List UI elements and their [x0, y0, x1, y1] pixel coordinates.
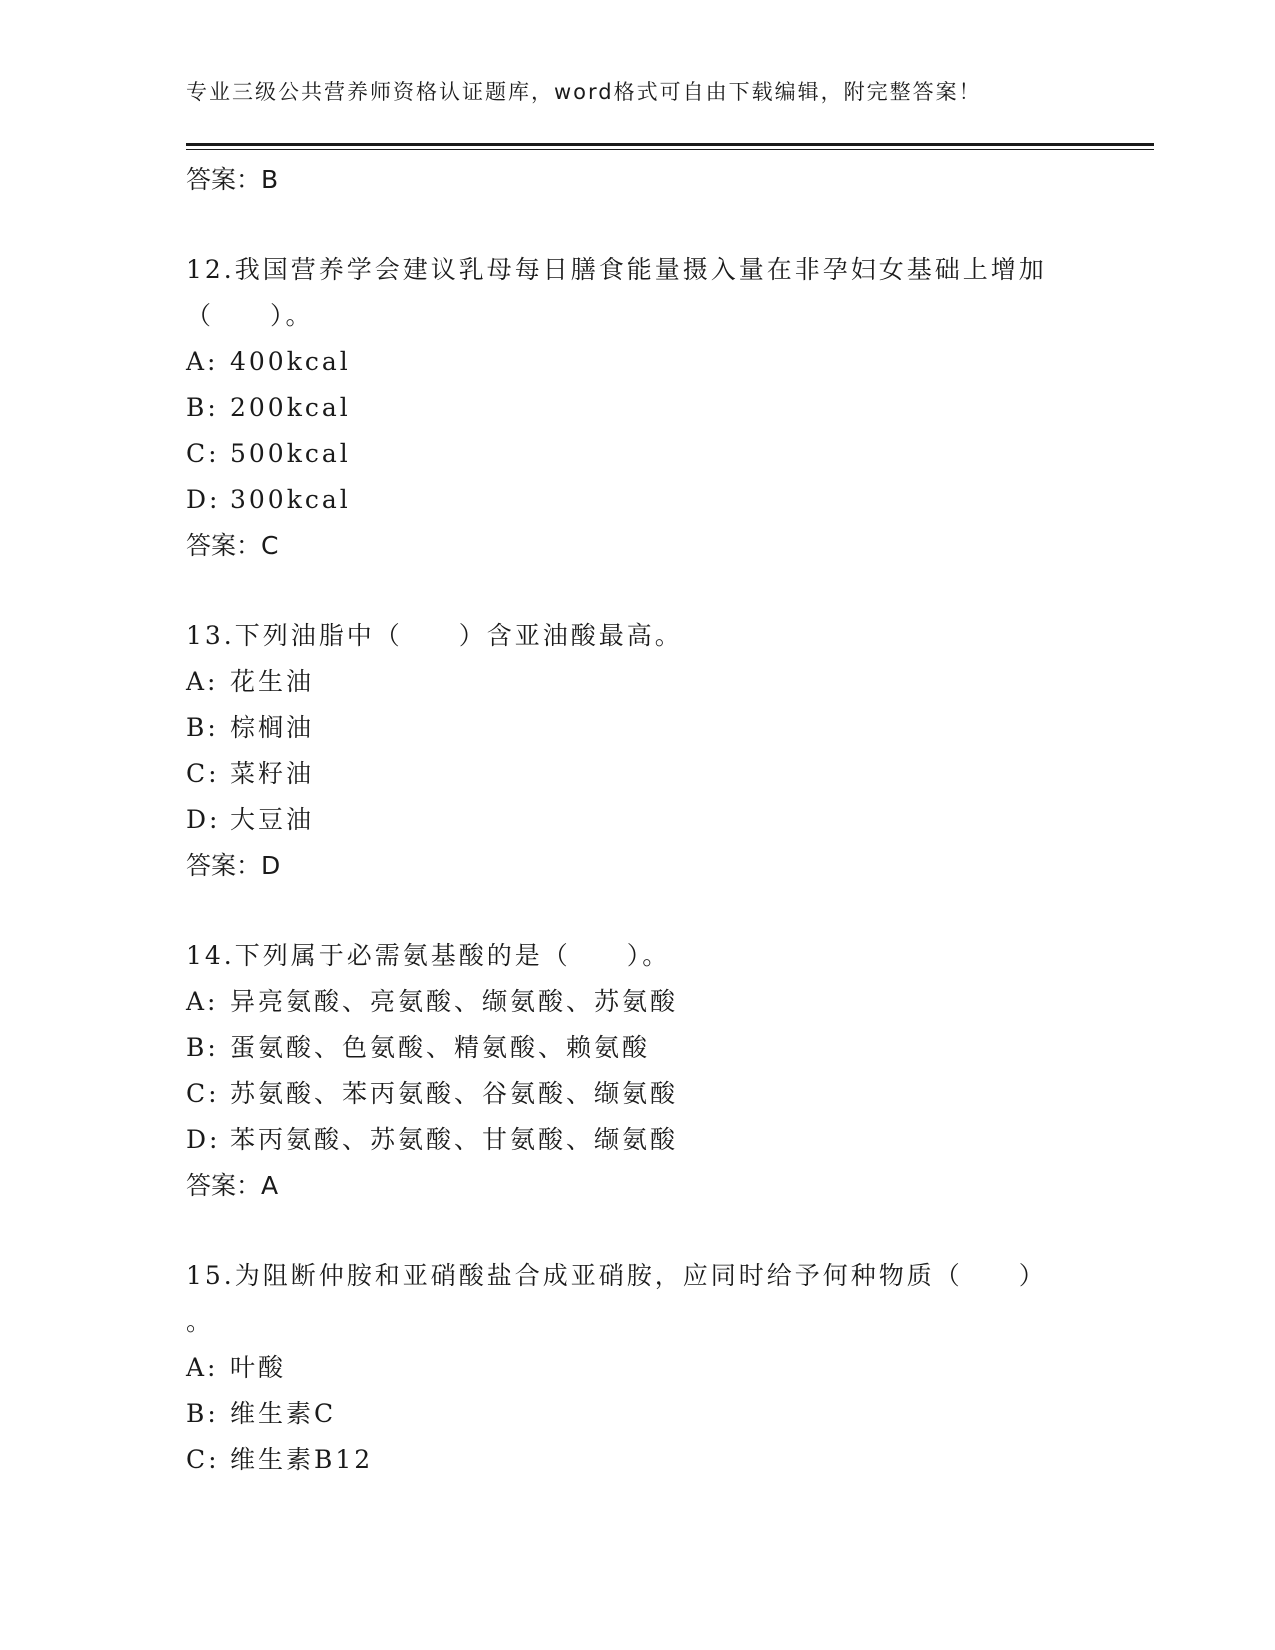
option-text: 菜籽油: [230, 759, 315, 788]
option-letter: D:: [186, 485, 221, 514]
answer-line: 答案：B: [186, 165, 279, 194]
option-line: [186, 339, 1146, 385]
option-letter: A:: [186, 1353, 219, 1382]
answer-line: 答案：A: [186, 1171, 279, 1200]
header-rule-thin: [186, 149, 1154, 150]
option-text: 大豆油: [230, 805, 315, 834]
question-text: （ ）。: [186, 301, 314, 330]
option-line: [186, 431, 1146, 477]
option-letter: B:: [186, 1033, 219, 1062]
option-line: [186, 1025, 1146, 1071]
option-line: [186, 1437, 1146, 1483]
option-text: 500kcal: [230, 439, 351, 468]
option-letter: B:: [186, 393, 219, 422]
option-letter: C:: [186, 439, 220, 468]
option-letter: B:: [186, 713, 219, 742]
option-text: 蛋氨酸、色氨酸、精氨酸、赖氨酸: [230, 1033, 651, 1062]
question-list: [186, 157, 1146, 1483]
option-text: 苏氨酸、苯丙氨酸、谷氨酸、缬氨酸: [230, 1079, 679, 1108]
option-text: 花生油: [230, 667, 315, 696]
option-text: 400kcal: [230, 347, 351, 376]
option-text: 棕榈油: [230, 713, 315, 742]
question-text: 13.下列油脂中（ ）含亚油酸最高。: [186, 621, 683, 650]
option-line: [186, 751, 1146, 797]
option-letter: A:: [186, 347, 219, 376]
option-letter: C:: [186, 1079, 220, 1108]
option-text: 叶酸: [230, 1353, 287, 1382]
option-text: 异亮氨酸、亮氨酸、缬氨酸、苏氨酸: [230, 987, 679, 1016]
question-block: [186, 1253, 1146, 1483]
option-letter: D:: [186, 805, 221, 834]
option-text: 维生素C: [230, 1399, 337, 1428]
option-letter: C:: [186, 1445, 220, 1474]
question-text: 14.下列属于必需氨基酸的是（ ）。: [186, 941, 671, 970]
option-line: [186, 659, 1146, 705]
page-header: 专业三级公共营养师资格认证题库，word格式可自由下载编辑，附完整答案！: [186, 80, 982, 104]
option-line: [186, 1345, 1146, 1391]
option-letter: B:: [186, 1399, 219, 1428]
option-text: 维生素B12: [230, 1445, 374, 1474]
option-text: 苯丙氨酸、苏氨酸、甘氨酸、缬氨酸: [230, 1125, 679, 1154]
option-line: [186, 1117, 1146, 1163]
answer-line: 答案：C: [186, 531, 279, 560]
option-line: [186, 1391, 1146, 1437]
header-rule-thick: [186, 143, 1154, 146]
question-text: 12.我国营养学会建议乳母每日膳食能量摄入量在非孕妇女基础上增加: [186, 255, 1047, 284]
option-line: [186, 385, 1146, 431]
option-text: 200kcal: [230, 393, 351, 422]
answer-line: 答案：D: [186, 851, 281, 880]
question-block: [186, 613, 1146, 889]
option-letter: A:: [186, 987, 219, 1016]
option-text: 300kcal: [230, 485, 351, 514]
option-line: [186, 979, 1146, 1025]
option-letter: D:: [186, 1125, 221, 1154]
question-text: 。: [186, 1307, 215, 1336]
option-line: [186, 797, 1146, 843]
option-line: [186, 477, 1146, 523]
question-block: [186, 933, 1146, 1209]
question-block: [186, 247, 1146, 569]
option-line: [186, 1071, 1146, 1117]
option-letter: A:: [186, 667, 219, 696]
option-line: [186, 705, 1146, 751]
question-text: 15.为阻断仲胺和亚硝酸盐合成亚硝胺，应同时给予何种物质（ ）: [186, 1261, 1047, 1290]
option-letter: C:: [186, 759, 220, 788]
